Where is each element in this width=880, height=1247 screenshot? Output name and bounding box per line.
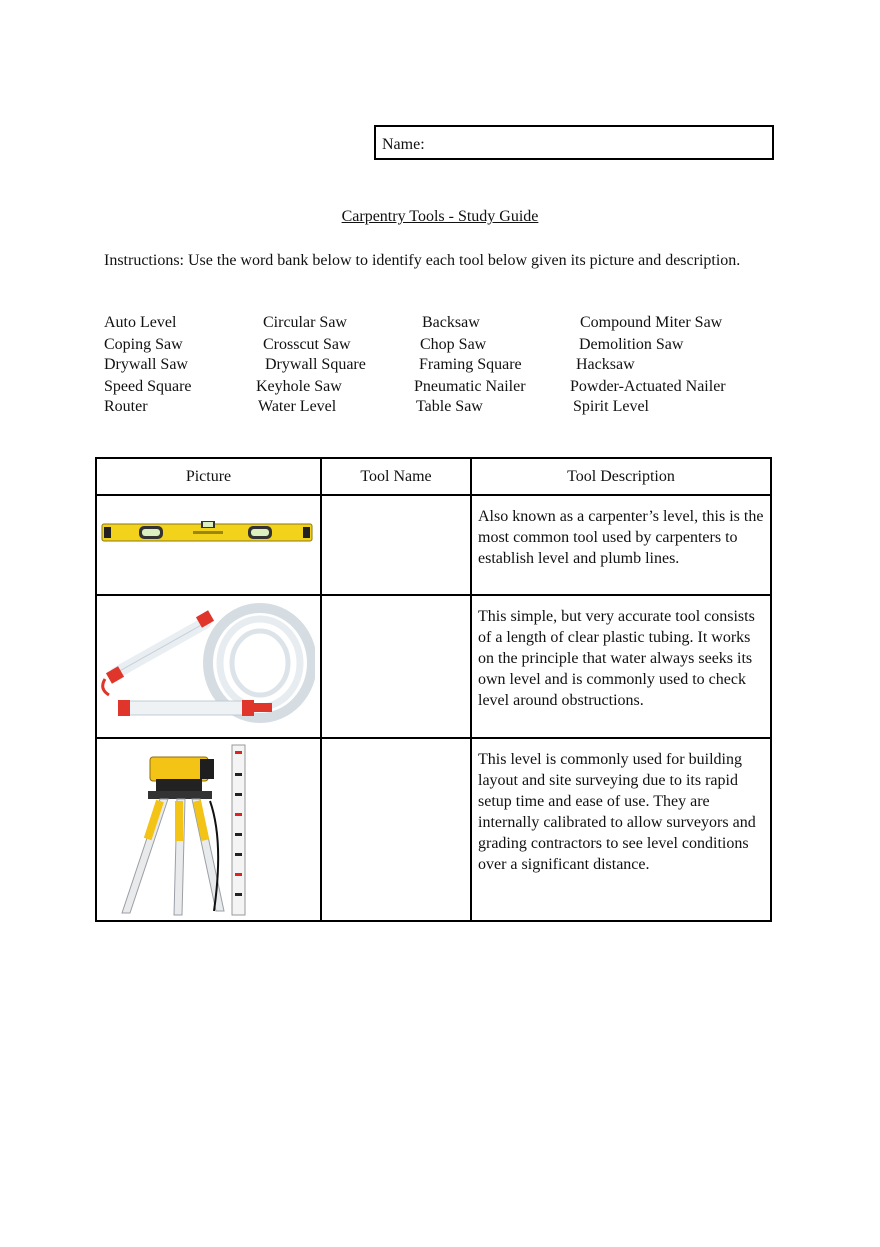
water-level-image (100, 601, 315, 731)
tools-table (95, 457, 772, 922)
word-bank-item: Compound Miter Saw (580, 314, 723, 331)
word-bank-item: Water Level (258, 398, 337, 415)
word-bank-item: Demolition Saw (579, 336, 684, 353)
name-field[interactable] (374, 125, 774, 160)
table-row (96, 595, 771, 738)
page-title: Carpentry Tools - Study Guide (341, 208, 539, 225)
tool-name-cell[interactable] (321, 738, 471, 921)
column-header-tool-description: Tool Description (471, 458, 771, 495)
word-bank-item: Keyhole Saw (256, 378, 342, 395)
name-label: Name: (382, 136, 425, 153)
instructions-text: Instructions: Use the word bank below to identify each tool below given its picture and description. (104, 252, 741, 269)
tool-description-cell: This simple, but very accurate tool consists of a length of clear plastic tubing. It works on the principle that water always seeks its own level and is commonly used to check level around obstructions. (471, 595, 771, 738)
picture-cell (96, 495, 321, 595)
word-bank-item: Coping Saw (104, 336, 183, 353)
word-bank-item: Drywall Square (265, 356, 366, 373)
auto-level-image (100, 743, 315, 919)
table-row (96, 495, 771, 595)
word-bank-item: Table Saw (416, 398, 483, 415)
spirit-level-image (101, 518, 315, 558)
word-bank-item: Pneumatic Nailer (414, 378, 526, 395)
word-bank-item: Hacksaw (576, 356, 635, 373)
word-bank-item: Circular Saw (263, 314, 347, 331)
table-header-row (96, 458, 771, 495)
tool-name-cell[interactable] (321, 495, 471, 595)
word-bank-item: Router (104, 398, 148, 415)
word-bank-item: Drywall Saw (104, 356, 188, 373)
column-header-picture: Picture (96, 458, 321, 495)
tool-name-cell[interactable] (321, 595, 471, 738)
picture-cell (96, 595, 321, 738)
word-bank-item: Chop Saw (420, 336, 487, 353)
tool-description-cell: Also known as a carpenter’s level, this is the most common tool used by carpenters to establish level and plumb lines. (471, 495, 771, 595)
tool-description-cell: This level is commonly used for building layout and site surveying due to its rapid setup time and ease of use. They are internally calibrated to allow surveyors and grading contractors to see level conditions over a significant distance. (471, 738, 771, 921)
word-bank-item: Speed Square (104, 378, 192, 395)
word-bank-item: Backsaw (422, 314, 480, 331)
word-bank-item: Crosscut Saw (263, 336, 351, 353)
column-header-tool-name: Tool Name (321, 458, 471, 495)
word-bank-item: Spirit Level (573, 398, 649, 415)
word-bank-item: Framing Square (419, 356, 522, 373)
table-row (96, 738, 771, 921)
word-bank-item: Auto Level (104, 314, 177, 331)
word-bank-item: Powder-Actuated Nailer (570, 378, 726, 395)
picture-cell (96, 738, 321, 921)
